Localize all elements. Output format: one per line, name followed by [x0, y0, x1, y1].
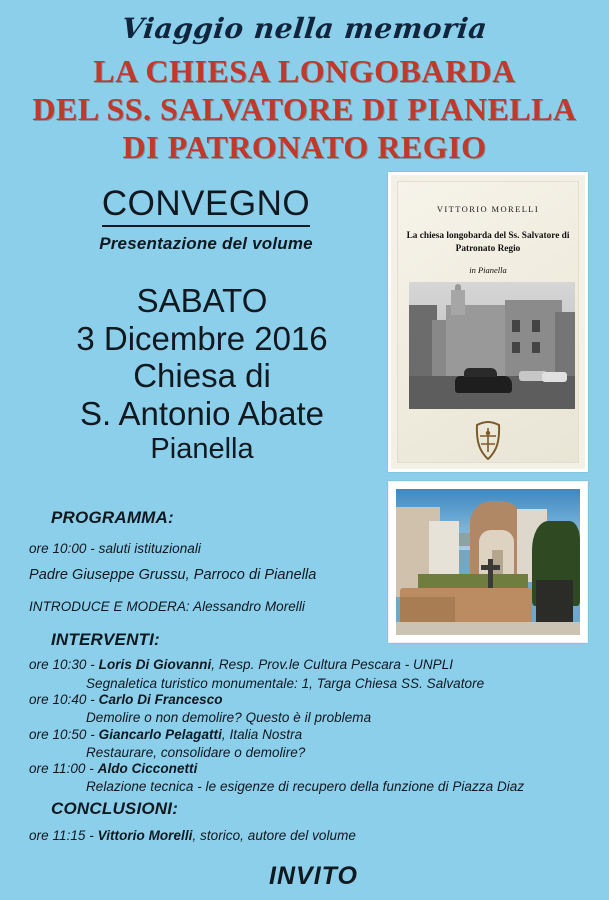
site-photograph	[388, 481, 588, 643]
main-title-line-3: DI PATRONATO REGIO	[122, 129, 487, 165]
book-cover-title: La chiesa longobarda del Ss. Salvatore di Patronato Regio	[406, 231, 570, 255]
photo-building-far-right	[555, 312, 575, 378]
intervento-speaker: Carlo Di Francesco	[98, 692, 223, 707]
programma-line-2: Padre Giuseppe Grussu, Parroco di Pianella	[29, 567, 317, 583]
photo-window	[512, 342, 520, 353]
photo-window	[512, 320, 520, 331]
book-cover-image	[388, 172, 588, 472]
heraldic-crest-icon	[472, 420, 504, 462]
book-cover-author: VITTORIO MORELLI	[436, 204, 540, 214]
intervento-description: Relazione tecnica - le esigenze di recupero della funzione di Piazza Diaz	[86, 779, 525, 794]
conclusioni-heading: CONCLUSIONI:	[51, 799, 179, 818]
intervento-time: ore 10:50 -	[29, 727, 99, 742]
photo-foreground-car	[455, 376, 511, 393]
programma-heading: PROGRAMMA:	[51, 508, 174, 527]
main-title-line-2: DEL SS. SALVATORE DI PIANELLA	[32, 91, 577, 127]
intervento-row	[29, 657, 453, 672]
main-title-line-1: LA CHIESA LONGOBARDA	[93, 53, 516, 89]
intervento-speaker: Aldo Cicconetti	[97, 761, 198, 776]
book-cover-subtitle: in Pianella	[469, 265, 507, 275]
site-photograph-inner	[396, 489, 580, 635]
book-cover-inner	[397, 181, 579, 463]
intervento-affiliation: , Resp. Prov.le Cultura Pescara - UNPLI	[211, 657, 454, 672]
intervento-speaker: Giancarlo Pelagatti	[98, 727, 222, 742]
invito-label: INVITO	[269, 862, 358, 890]
intervento-row	[29, 727, 302, 742]
event-venue-line-2: S. Antonio Abate	[79, 394, 325, 432]
intervento-description: Segnaletica turistico monumentale: 1, Targa Chiesa SS. Salvatore	[86, 676, 485, 691]
intervento-time: ore 10:40 -	[29, 692, 99, 707]
poster-script-header: Viaggio nella memoria	[120, 12, 489, 45]
intervento-time: ore 10:30 -	[29, 657, 99, 672]
presentazione-subtitle: Presentazione del volume	[99, 233, 313, 253]
photo-bell-tower	[451, 290, 466, 315]
photo-parked-car	[542, 372, 567, 382]
conclusioni-speaker: Vittorio Morelli	[97, 828, 193, 843]
convegno-block	[36, 186, 376, 254]
book-cover-photograph	[409, 282, 575, 409]
intervento-affiliation: , Italia Nostra	[221, 727, 303, 742]
programma-line-3: INTRODUCE E MODERA: Alessandro Morelli	[29, 599, 305, 614]
programma-line-1: ore 10:00 - saluti istituzionali	[29, 541, 201, 556]
site-foreground-road	[396, 622, 580, 635]
event-day: SABATO	[136, 282, 268, 319]
intervento-row	[29, 761, 197, 776]
intervento-row	[29, 692, 223, 707]
event-date: 3 Dicembre 2016	[76, 319, 328, 357]
intervento-time: ore 11:00 -	[29, 761, 98, 776]
conclusioni-row	[29, 828, 356, 843]
photo-window	[532, 320, 540, 331]
conclusioni-affiliation: , storico, autore del volume	[192, 828, 356, 843]
photo-building-right	[505, 300, 561, 379]
event-venue-line-1: Chiesa di	[133, 357, 271, 395]
event-town: Pianella	[150, 432, 254, 465]
poster-main-title	[0, 52, 609, 166]
convegno-heading: CONVEGNO	[102, 186, 310, 227]
intervento-speaker: Loris Di Giovanni	[98, 657, 212, 672]
intervento-description: Demolire o non demolire? Questo è il problema	[86, 710, 372, 725]
photo-window	[532, 342, 540, 353]
intervento-description: Restaurare, consolidare o demolire?	[86, 745, 306, 760]
conclusioni-time: ore 11:15 -	[29, 828, 98, 843]
event-details-block	[24, 282, 380, 466]
interventi-heading: INTERVENTI:	[51, 630, 160, 649]
site-foreground-shadow	[536, 580, 573, 627]
